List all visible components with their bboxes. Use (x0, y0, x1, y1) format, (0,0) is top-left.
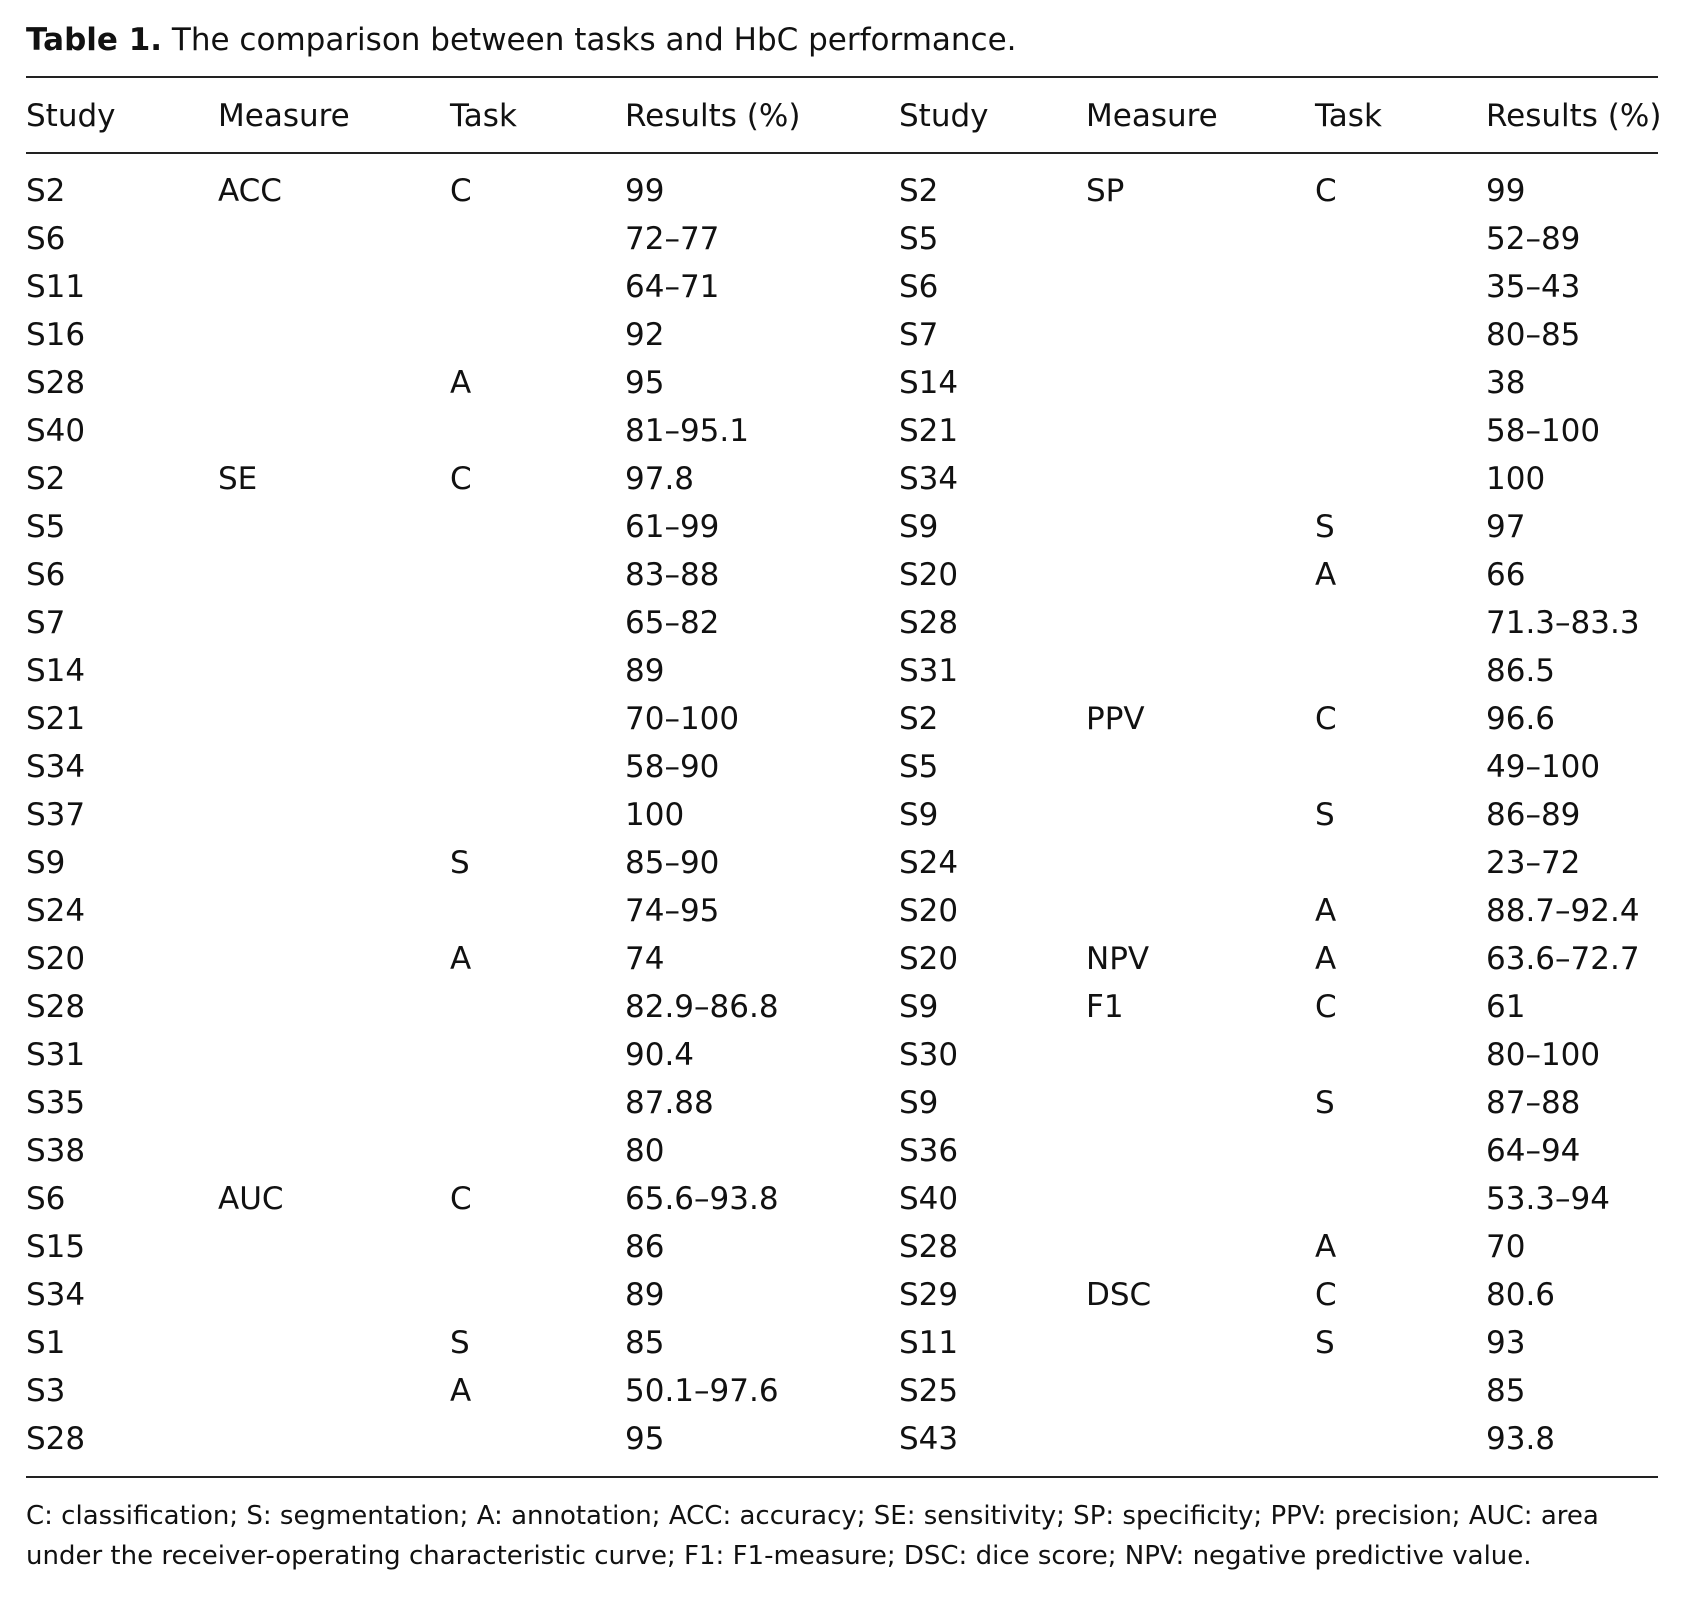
left-result-cell: 50.1–97.6 (625, 1373, 779, 1409)
right-result-cell: 52–89 (1486, 221, 1581, 257)
table-header (26, 92, 1662, 142)
left-study-cell: S35 (26, 1085, 86, 1121)
right-study-cell: S28 (899, 605, 959, 641)
right-study-cell: S36 (899, 1133, 959, 1169)
header-results-left: Results (%) (625, 98, 801, 134)
right-result-cell: 85 (1486, 1373, 1526, 1409)
right-task-cell: A (1315, 893, 1337, 929)
right-study-cell: S20 (899, 941, 959, 977)
table-body (26, 167, 1658, 1463)
left-result-cell: 61–99 (625, 509, 720, 545)
right-result-cell: 100 (1486, 461, 1546, 497)
right-result-cell: 93.8 (1486, 1421, 1556, 1457)
left-result-cell: 87.88 (625, 1085, 714, 1121)
left-measure-cell: SE (218, 461, 258, 497)
table-row (26, 359, 1658, 407)
left-result-cell: 64–71 (625, 269, 720, 305)
right-study-cell: S20 (899, 893, 959, 929)
table-row (26, 839, 1658, 887)
right-task-cell: A (1315, 1229, 1337, 1265)
right-result-cell: 93 (1486, 1325, 1526, 1361)
left-study-cell: S40 (26, 413, 86, 449)
left-study-cell: S6 (26, 1181, 66, 1217)
left-result-cell: 74 (625, 941, 665, 977)
right-result-cell: 63.6–72.7 (1486, 941, 1640, 977)
left-task-cell: A (450, 941, 472, 977)
header-task-left: Task (450, 98, 517, 134)
right-study-cell: S9 (899, 989, 939, 1025)
table-row (26, 311, 1658, 359)
left-result-cell: 89 (625, 653, 665, 689)
right-study-cell: S2 (899, 701, 939, 737)
left-task-cell: C (450, 173, 472, 209)
left-study-cell: S7 (26, 605, 66, 641)
header-rule (26, 152, 1658, 154)
right-result-cell: 71.3–83.3 (1486, 605, 1640, 641)
right-result-cell: 70 (1486, 1229, 1526, 1265)
right-study-cell: S6 (899, 269, 939, 305)
left-study-cell: S5 (26, 509, 66, 545)
left-result-cell: 100 (625, 797, 685, 833)
left-study-cell: S9 (26, 845, 66, 881)
right-study-cell: S40 (899, 1181, 959, 1217)
right-result-cell: 80–85 (1486, 317, 1581, 353)
right-result-cell: 97 (1486, 509, 1526, 545)
right-study-cell: S11 (899, 1325, 959, 1361)
table-row (26, 935, 1658, 983)
right-task-cell: S (1315, 1325, 1335, 1361)
table-row (26, 1319, 1658, 1367)
left-result-cell: 89 (625, 1277, 665, 1313)
right-study-cell: S29 (899, 1277, 959, 1313)
left-study-cell: S20 (26, 941, 86, 977)
table-row (26, 1031, 1658, 1079)
table-row (26, 983, 1658, 1031)
top-rule (26, 76, 1658, 78)
right-result-cell: 88.7–92.4 (1486, 893, 1640, 929)
right-result-cell: 38 (1486, 365, 1526, 401)
left-task-cell: C (450, 461, 472, 497)
left-task-cell: S (450, 845, 470, 881)
left-result-cell: 72–77 (625, 221, 720, 257)
left-result-cell: 86 (625, 1229, 665, 1265)
header-study-left: Study (26, 98, 116, 134)
right-result-cell: 87–88 (1486, 1085, 1581, 1121)
header-task-right: Task (1315, 98, 1382, 134)
right-task-cell: C (1315, 1277, 1337, 1313)
left-study-cell: S6 (26, 557, 66, 593)
right-task-cell: A (1315, 941, 1337, 977)
right-study-cell: S24 (899, 845, 959, 881)
left-study-cell: S34 (26, 1277, 86, 1313)
left-task-cell: S (450, 1325, 470, 1361)
left-measure-cell: ACC (218, 173, 282, 209)
right-task-cell: C (1315, 173, 1337, 209)
table-row (26, 407, 1658, 455)
left-result-cell: 65.6–93.8 (625, 1181, 779, 1217)
right-result-cell: 49–100 (1486, 749, 1601, 785)
table-caption (26, 18, 1017, 62)
right-result-cell: 58–100 (1486, 413, 1601, 449)
left-task-cell: A (450, 1373, 472, 1409)
right-task-cell: S (1315, 1085, 1335, 1121)
table-row (26, 695, 1658, 743)
right-study-cell: S21 (899, 413, 959, 449)
right-study-cell: S31 (899, 653, 959, 689)
right-study-cell: S25 (899, 1373, 959, 1409)
table-row (26, 455, 1658, 503)
right-task-cell: S (1315, 509, 1335, 545)
left-result-cell: 95 (625, 365, 665, 401)
right-result-cell: 61 (1486, 989, 1526, 1025)
header-study-right: Study (899, 98, 989, 134)
right-task-cell: C (1315, 701, 1337, 737)
right-study-cell: S5 (899, 749, 939, 785)
right-result-cell: 96.6 (1486, 701, 1556, 737)
right-study-cell: S28 (899, 1229, 959, 1265)
right-result-cell: 66 (1486, 557, 1526, 593)
left-result-cell: 83–88 (625, 557, 720, 593)
header-results-right: Results (%) (1486, 98, 1662, 134)
right-result-cell: 86.5 (1486, 653, 1556, 689)
left-result-cell: 92 (625, 317, 665, 353)
left-study-cell: S28 (26, 1421, 86, 1457)
right-task-cell: C (1315, 989, 1337, 1025)
left-study-cell: S6 (26, 221, 66, 257)
right-study-cell: S34 (899, 461, 959, 497)
left-result-cell: 82.9–86.8 (625, 989, 779, 1025)
right-result-cell: 80.6 (1486, 1277, 1556, 1313)
left-study-cell: S2 (26, 173, 66, 209)
left-result-cell: 81–95.1 (625, 413, 749, 449)
left-study-cell: S1 (26, 1325, 66, 1361)
left-study-cell: S2 (26, 461, 66, 497)
right-task-cell: A (1315, 557, 1337, 593)
right-result-cell: 53.3–94 (1486, 1181, 1610, 1217)
right-study-cell: S30 (899, 1037, 959, 1073)
left-study-cell: S28 (26, 365, 86, 401)
table-row (26, 551, 1658, 599)
table-row (26, 599, 1658, 647)
right-result-cell: 80–100 (1486, 1037, 1601, 1073)
table-row (26, 887, 1658, 935)
right-measure-cell: DSC (1086, 1277, 1152, 1313)
table-row (26, 263, 1658, 311)
right-study-cell: S9 (899, 797, 939, 833)
right-measure-cell: SP (1086, 173, 1125, 209)
left-study-cell: S37 (26, 797, 86, 833)
table-row (26, 1367, 1658, 1415)
right-task-cell: S (1315, 797, 1335, 833)
right-result-cell: 35–43 (1486, 269, 1581, 305)
right-measure-cell: F1 (1086, 989, 1124, 1025)
table-row (26, 503, 1658, 551)
bottom-rule (26, 1476, 1658, 1478)
left-study-cell: S28 (26, 989, 86, 1025)
table-row (26, 215, 1658, 263)
left-result-cell: 95 (625, 1421, 665, 1457)
left-result-cell: 99 (625, 173, 665, 209)
table-row (26, 1223, 1658, 1271)
left-study-cell: S24 (26, 893, 86, 929)
table-row (26, 647, 1658, 695)
right-study-cell: S2 (899, 173, 939, 209)
left-result-cell: 65–82 (625, 605, 720, 641)
left-study-cell: S38 (26, 1133, 86, 1169)
right-study-cell: S5 (899, 221, 939, 257)
right-result-cell: 23–72 (1486, 845, 1581, 881)
right-result-cell: 86–89 (1486, 797, 1581, 833)
right-study-cell: S20 (899, 557, 959, 593)
table-row (26, 1127, 1658, 1175)
caption-text: The comparison between tasks and HbC performance. (171, 22, 1017, 58)
left-result-cell: 70–100 (625, 701, 740, 737)
left-study-cell: S21 (26, 701, 86, 737)
table-row (26, 1415, 1658, 1463)
left-result-cell: 74–95 (625, 893, 720, 929)
table-row (26, 1079, 1658, 1127)
right-study-cell: S7 (899, 317, 939, 353)
left-study-cell: S15 (26, 1229, 86, 1265)
header-measure-left: Measure (218, 98, 350, 134)
right-result-cell: 99 (1486, 173, 1526, 209)
left-result-cell: 80 (625, 1133, 665, 1169)
table-row (26, 167, 1658, 215)
left-measure-cell: AUC (218, 1181, 284, 1217)
left-study-cell: S14 (26, 653, 86, 689)
left-result-cell: 90.4 (625, 1037, 695, 1073)
left-study-cell: S16 (26, 317, 86, 353)
left-study-cell: S31 (26, 1037, 86, 1073)
left-study-cell: S3 (26, 1373, 66, 1409)
left-task-cell: A (450, 365, 472, 401)
left-result-cell: 58–90 (625, 749, 720, 785)
table-row (26, 1175, 1658, 1223)
left-result-cell: 85–90 (625, 845, 720, 881)
left-task-cell: C (450, 1181, 472, 1217)
left-study-cell: S11 (26, 269, 86, 305)
table-row (26, 791, 1658, 839)
left-result-cell: 97.8 (625, 461, 695, 497)
header-measure-right: Measure (1086, 98, 1218, 134)
left-result-cell: 85 (625, 1325, 665, 1361)
right-measure-cell: PPV (1086, 701, 1145, 737)
right-study-cell: S9 (899, 1085, 939, 1121)
right-study-cell: S9 (899, 509, 939, 545)
left-study-cell: S34 (26, 749, 86, 785)
right-result-cell: 64–94 (1486, 1133, 1581, 1169)
table-row (26, 743, 1658, 791)
table-footnote: C: classification; S: segmentation; A: annotation; ACC: accuracy; SE: sensitivity; SP: specificity; PPV: precision; AUC: area under the receiver-operating characteristic curve; F1: F1-measure; DSC: dice score; NPV: negative predictive value. (26, 1501, 1599, 1571)
right-study-cell: S14 (899, 365, 959, 401)
right-study-cell: S43 (899, 1421, 959, 1457)
caption-label: Table 1. (26, 22, 163, 58)
table-row (26, 1271, 1658, 1319)
right-measure-cell: NPV (1086, 941, 1150, 977)
